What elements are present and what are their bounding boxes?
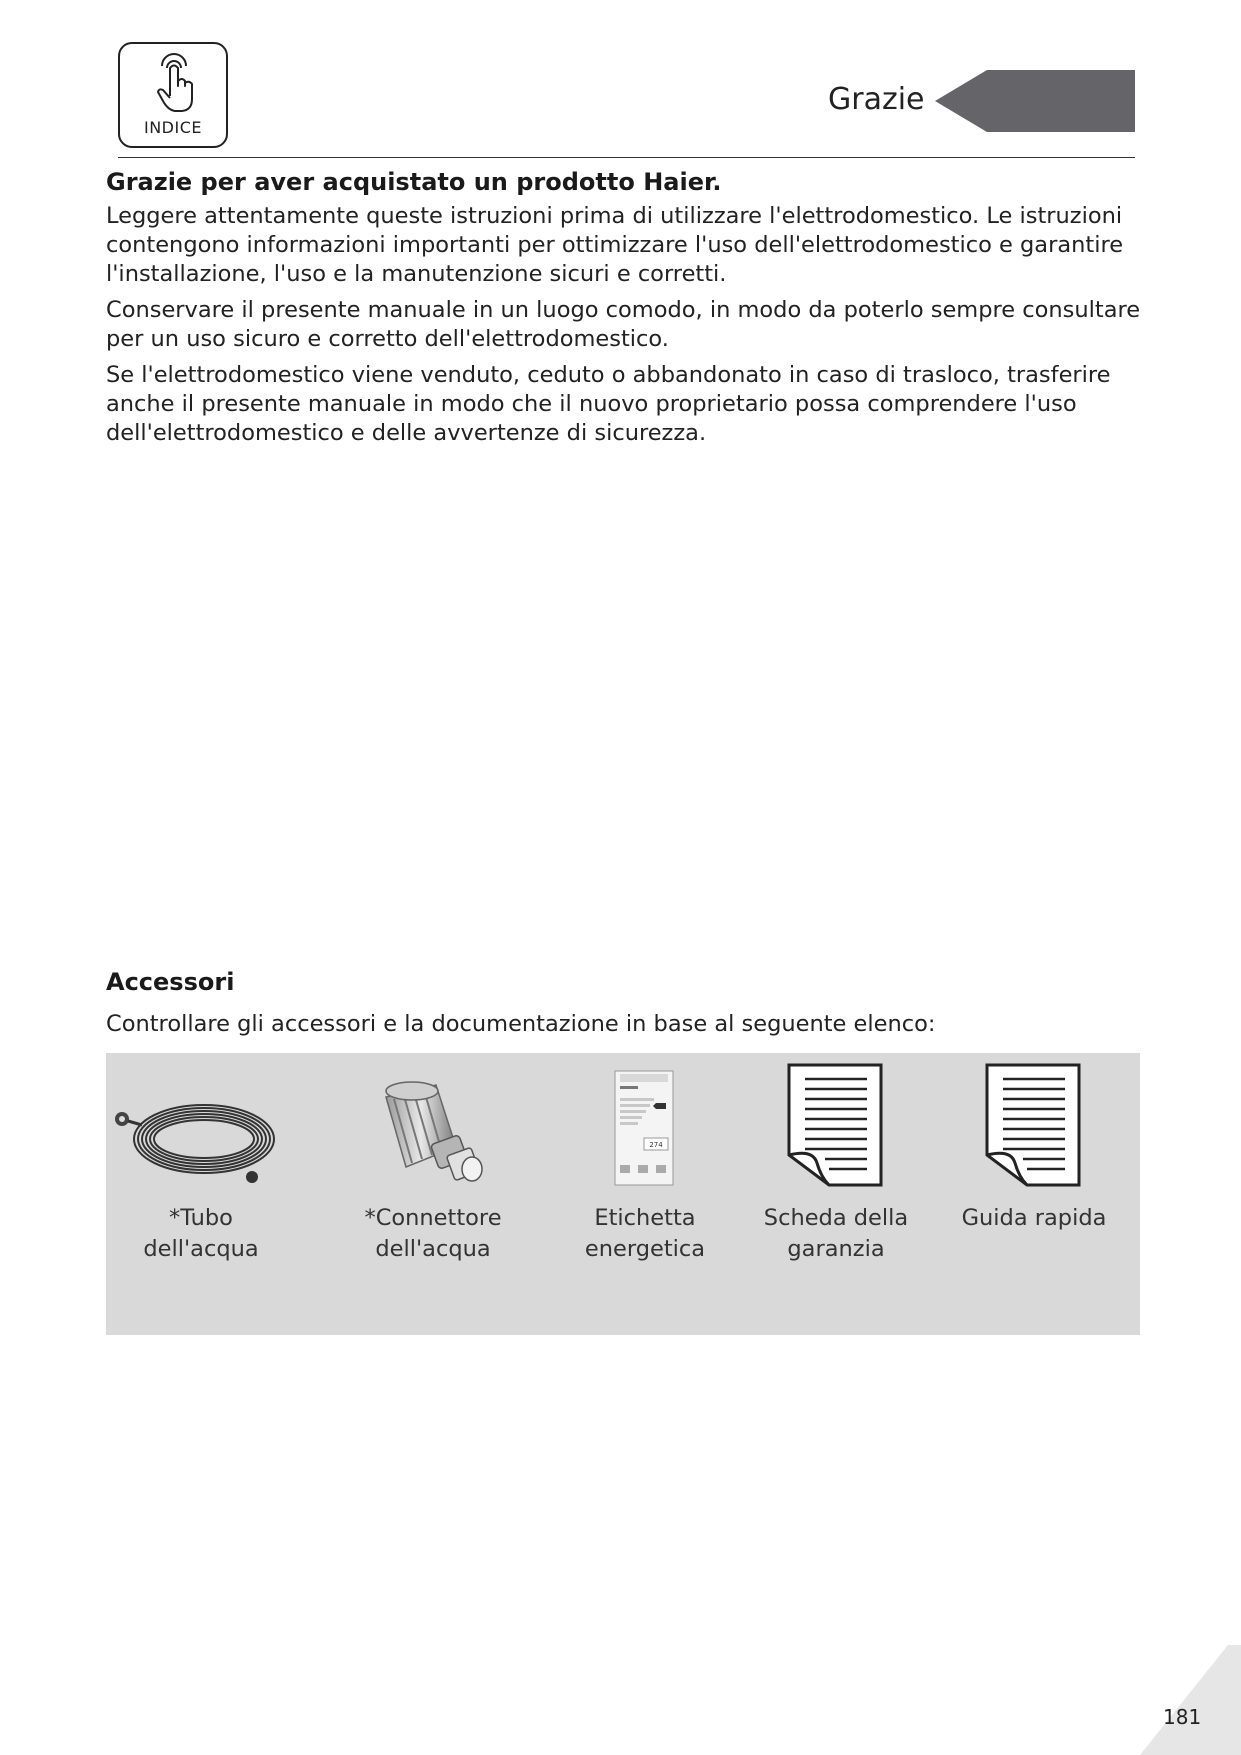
intro-paragraph: Conservare il presente manuale in un luogo comodo, in modo da poterlo sempre consultare per un uso sicuro e corretto dell'elettrodomestico. [106,297,1141,352]
accessory-quick-guide [934,1053,1140,1335]
accessory-label: Guida rapida [961,1205,1107,1231]
page-number: 181 [1163,1705,1202,1729]
accessory-warranty-card [734,1053,944,1335]
accessories-panel [106,1053,1140,1335]
water-hose-icon [112,1095,282,1185]
accessory-water-connector [326,1053,546,1335]
warranty-card-icon [787,1063,887,1189]
intro-paragraph: Se l'elettrodomestico viene venduto, ceduto o abbandonato in caso di trasloco, trasferire anche il presente manuale in modo che il nuovo proprietario possa comprendere l'uso dell'elettrodomestico e delle avvertenze di sicurezza. [106,362,1111,446]
quick-guide-icon [985,1063,1085,1189]
accessory-label: *Tubo dell'acqua [143,1205,259,1262]
energy-label-icon [614,1070,674,1186]
accessory-label: *Connettore dell'acqua [364,1205,502,1262]
accessories-intro: Controllare gli accessori e la documentazione in base al seguente elenco: [106,1011,936,1037]
accessory-energy-label [541,1053,751,1335]
water-connector-icon [366,1077,496,1197]
touch-hand-icon [150,52,200,114]
intro-heading: Grazie per aver acquistato un prodotto Haier. [106,168,722,196]
header-divider [118,157,1135,158]
index-label: INDICE [143,118,202,137]
accessories-heading: Accessori [106,968,235,996]
section-title: Grazie [828,82,925,117]
intro-paragraph: Leggere attentamente queste istruzioni prima di utilizzare l'elettrodomestico. Le istruzioni contengono informazioni importanti per ottimizzare l'uso dell'elettrodomestico e garantire l'installazione, l'uso e la manutenzione sicuri e corretti. [106,203,1124,287]
section-tab-arrow [935,70,1135,132]
accessory-water-hose [106,1053,316,1335]
svg-text:274: 274 [649,1141,663,1149]
intro-section [106,168,1146,455]
page-corner-decoration [1140,1645,1241,1755]
index-button[interactable] [118,42,228,148]
accessory-label: Scheda della garanzia [763,1205,909,1262]
accessory-label: Etichetta energetica [584,1205,706,1262]
